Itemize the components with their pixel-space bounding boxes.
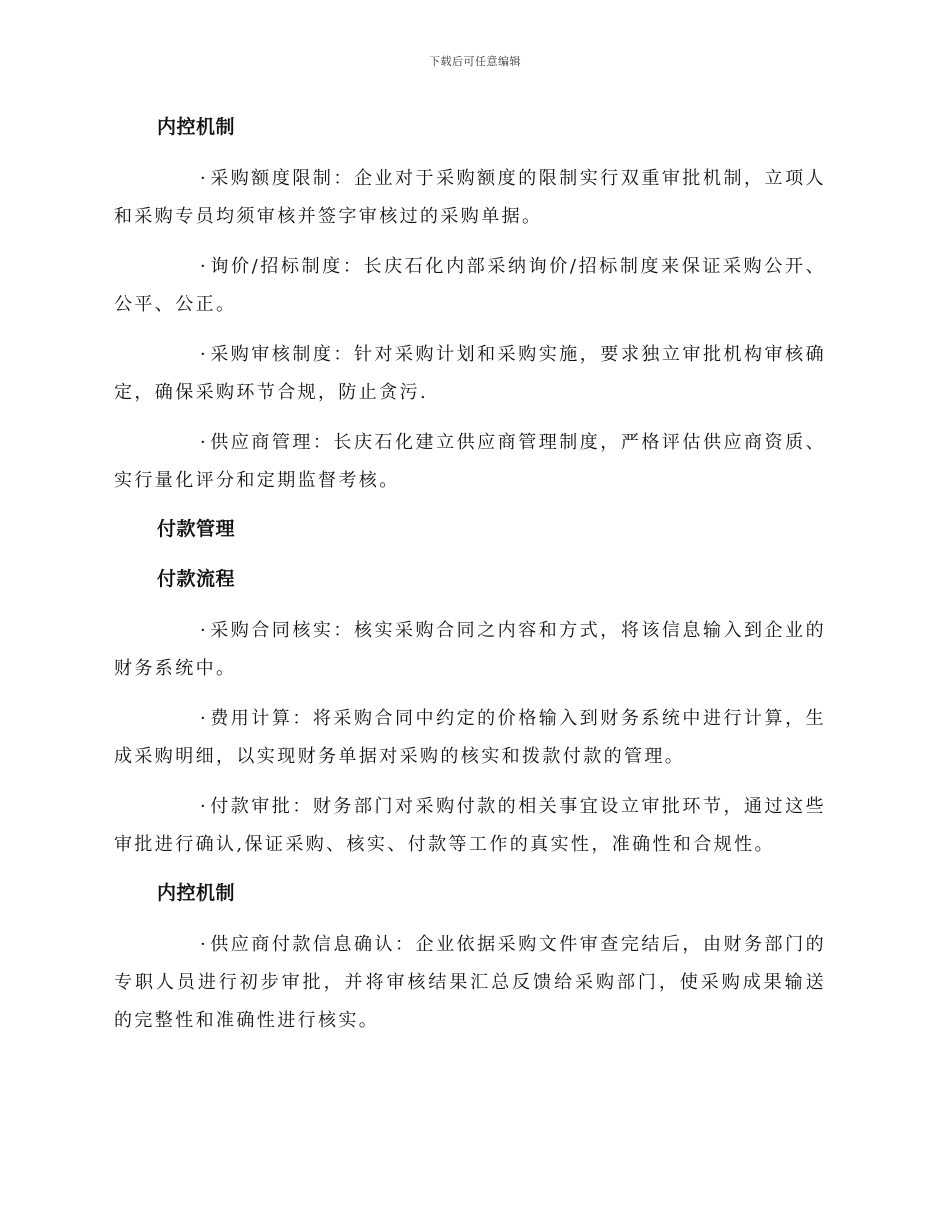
- paragraph-text: 采购合同核实：核实采购合同之内容和方式，将该信息输入到企业的财务系统中。: [114, 620, 826, 679]
- paragraph-inquiry-bidding: [114, 248, 826, 324]
- paragraph-text: 采购额度限制：企业对于采购额度的限制实行双重审批机制，立项人和采购专员均须审核并签字审核过的采购单据。: [114, 168, 826, 227]
- section-heading-payment-management: 付款管理: [157, 518, 236, 540]
- paragraph-text: 供应商付款信息确认：企业依据采购文件审查完结后，由财务部门的专职人员进行初步审批，并将审核结果汇总反馈给采购部门，使采购成果输送的完整性和准确性进行核实。: [114, 934, 826, 1031]
- document-body: [114, 110, 826, 1052]
- bullet-icon: ·: [200, 708, 209, 729]
- bullet-icon: ·: [200, 168, 209, 189]
- bullet-icon: ·: [200, 620, 209, 641]
- paragraph-text: 付款审批：财务部门对采购付款的相关事宜设立审批环节，通过这些审批进行确认,保证采购、核实、付款等工作的真实性，准确性和合规性。: [114, 796, 826, 855]
- section-heading-internal-control-2: 内控机制: [157, 882, 236, 904]
- paragraph-purchase-limit: [114, 160, 826, 236]
- bullet-icon: ·: [200, 256, 209, 277]
- paragraph-cost-calculation: [114, 700, 826, 776]
- paragraph-purchase-audit: [114, 336, 826, 412]
- section-heading-payment-process: 付款流程: [157, 568, 236, 590]
- paragraph-supplier-payment-confirmation: [114, 926, 826, 1040]
- paragraph-text: 采购审核制度：针对采购计划和采购实施，要求独立审批机构审核确定，确保采购环节合规，防止贪污.: [114, 344, 826, 403]
- bullet-icon: ·: [200, 432, 209, 453]
- bullet-icon: ·: [200, 934, 209, 955]
- bullet-icon: ·: [200, 796, 209, 817]
- page-header: 下载后可任意编辑: [429, 55, 521, 68]
- paragraph-payment-approval: [114, 788, 826, 864]
- paragraph-contract-verification: [114, 612, 826, 688]
- paragraph-text: 询价/招标制度：长庆石化内部采纳询价/招标制度来保证采购公开、公平、公正。: [114, 256, 826, 315]
- paragraph-supplier-management: [114, 424, 826, 500]
- paragraph-text: 费用计算：将采购合同中约定的价格输入到财务系统中进行计算，生成采购明细，以实现财务单据对采购的核实和拨款付款的管理。: [114, 708, 826, 767]
- section-heading-internal-control: 内控机制: [157, 116, 236, 138]
- bullet-icon: ·: [200, 344, 209, 365]
- paragraph-text: 供应商管理：长庆石化建立供应商管理制度，严格评估供应商资质、实行量化评分和定期监督考核。: [114, 432, 826, 491]
